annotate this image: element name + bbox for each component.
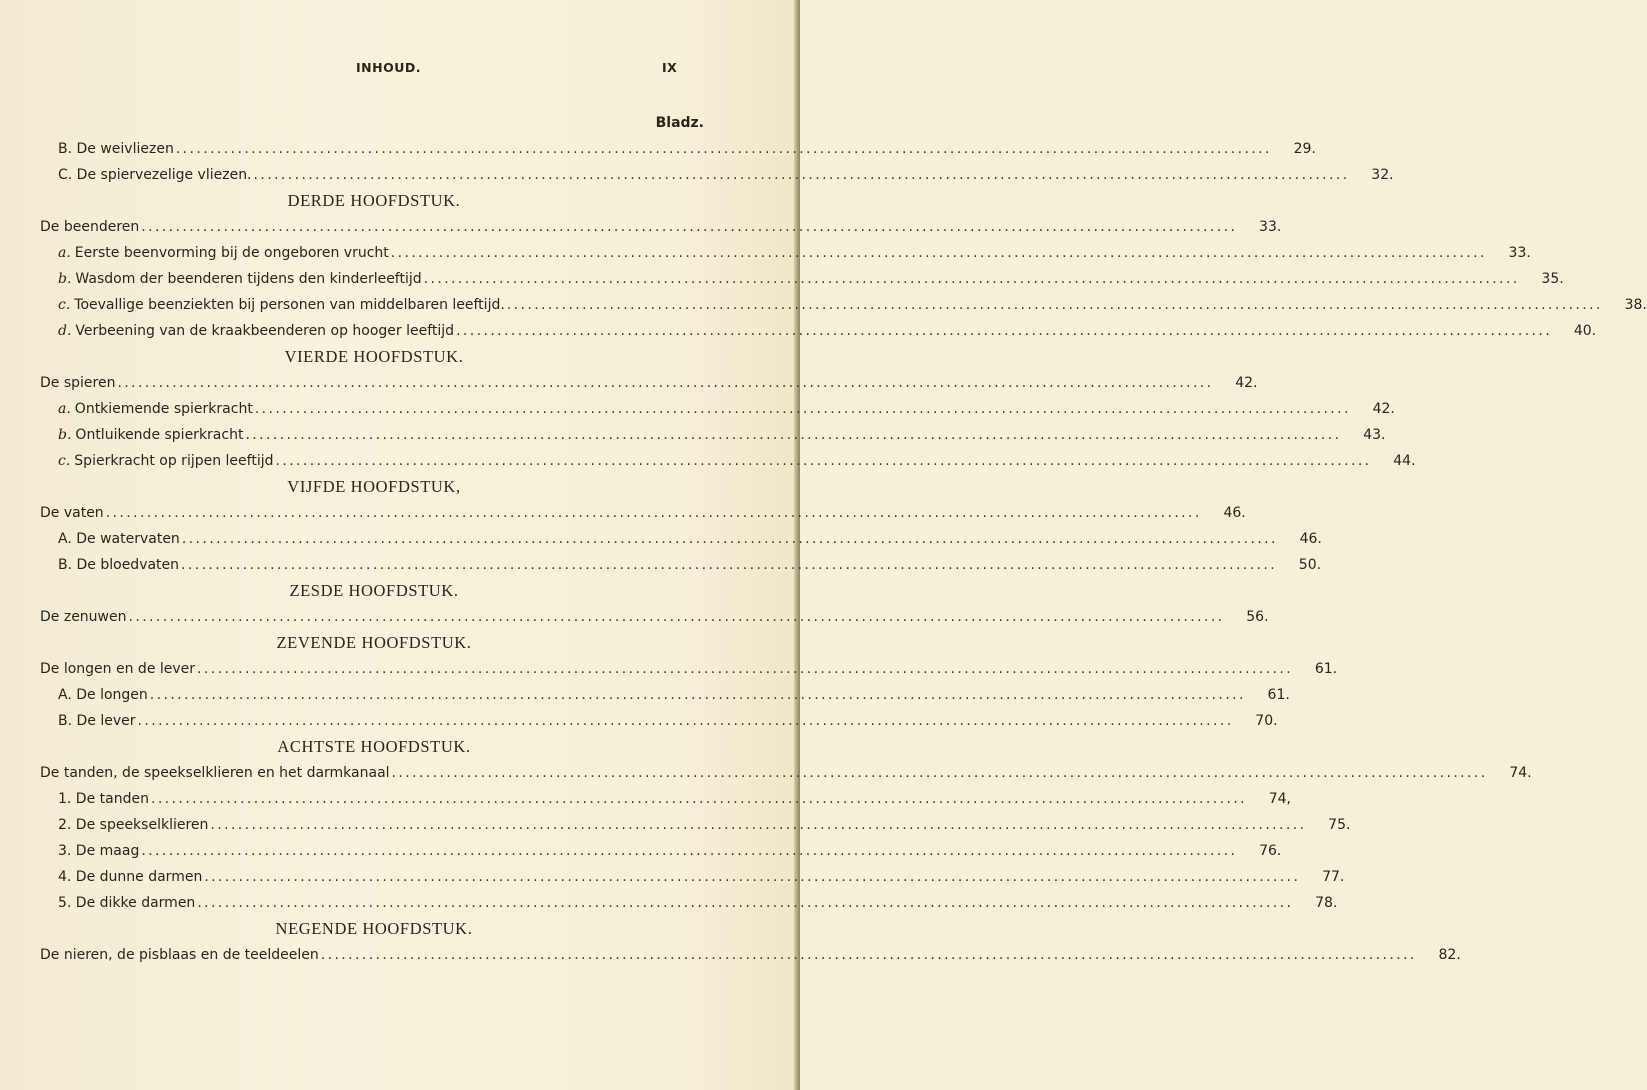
entry-title: [58, 240, 389, 266]
entry-page-number: 42.: [1372, 401, 1395, 417]
entry-page-number: 40.: [1573, 323, 1597, 339]
toc-section-entry: [40, 396, 1395, 422]
dot-leader: ................................................................................................................................................................: [253, 167, 1350, 183]
entry-title: [58, 396, 253, 422]
toc-section-entry: [40, 162, 1394, 188]
entry-page-number: 78.: [1315, 895, 1338, 911]
entry-title: [58, 786, 149, 812]
dot-leader: ................................................................................................................................................................: [141, 843, 1238, 859]
dot-leader: ................................................................................................................................................................: [137, 713, 1234, 729]
entry-page-number: 61.: [1267, 687, 1290, 703]
toc-list: [40, 136, 1647, 968]
entry-title: [58, 526, 180, 552]
dot-leader: ................................................................................................................................................................: [390, 245, 1487, 261]
toc-section-entry: [40, 318, 1597, 344]
entry-title: [58, 552, 179, 578]
entry-page-number: 70.: [1255, 713, 1278, 729]
entry-page-number: 74,: [1268, 791, 1291, 807]
entry-label: A. De watervaten: [58, 531, 180, 547]
entry-page-number: 33.: [1259, 219, 1282, 235]
dot-leader: ................................................................................................................................................................: [204, 869, 1301, 885]
entry-title: [40, 500, 104, 526]
entry-page-number: 50.: [1298, 557, 1322, 573]
entry-letter: b.: [58, 271, 72, 287]
entry-label: 3. De maag: [58, 843, 140, 859]
dot-leader: ................................................................................................................................................................: [456, 323, 1553, 339]
entry-title: [40, 214, 139, 240]
entry-page-number: 76.: [1259, 843, 1282, 859]
chapter-heading: ACHTSTE HOOFDSTUK.: [277, 737, 471, 756]
entry-letter: c.: [58, 453, 71, 469]
entry-label: De tanden, de speekselklieren en het darmkanaal: [40, 765, 390, 781]
chapter-heading: ZESDE HOOFDSTUK.: [289, 581, 459, 600]
entry-label: De vaten: [40, 505, 104, 521]
entry-page-number: 29.: [1293, 141, 1316, 157]
page-number: IX: [662, 60, 678, 75]
toc-section-entry: [40, 708, 1278, 734]
entry-page-number: 33.: [1508, 245, 1531, 261]
entry-page-number: 42.: [1235, 375, 1258, 391]
entry-letter: a.: [58, 245, 71, 261]
entry-title: [58, 292, 505, 318]
entry-title: [40, 604, 127, 630]
dot-leader: ................................................................................................................................................................: [141, 219, 1238, 235]
dot-leader: ................................................................................................................................................................: [254, 401, 1351, 417]
toc-section-entry: [40, 292, 1647, 318]
page-column-header: Bladz.: [655, 115, 704, 131]
toc-section-entry: [40, 526, 1322, 552]
entry-page-number: 44.: [1393, 453, 1416, 469]
entry-title: [58, 266, 422, 292]
entry-letter: b.: [58, 427, 72, 443]
entry-label: B. De weivliezen: [58, 141, 174, 157]
chapter-heading: VIERDE HOOFDSTUK.: [284, 347, 464, 366]
toc-section-entry: [40, 422, 1386, 448]
entry-title: [58, 864, 202, 890]
chapter-heading: DERDE HOOFDSTUK.: [287, 191, 461, 210]
entry-page-number: 56.: [1246, 609, 1269, 625]
entry-letter: a.: [58, 401, 71, 417]
entry-title: [40, 760, 390, 786]
toc-section-entry: [40, 786, 1291, 812]
entry-title: [58, 682, 148, 708]
dot-leader: ................................................................................................................................................................: [391, 765, 1488, 781]
entry-label: B. De lever: [58, 713, 136, 729]
dot-leader: ................................................................................................................................................................: [175, 141, 1272, 157]
entry-page-number: 35.: [1541, 271, 1564, 287]
dot-leader: ................................................................................................................................................................: [149, 687, 1246, 703]
entry-page-number: 75.: [1328, 817, 1351, 833]
dot-leader: ................................................................................................................................................................: [181, 531, 1278, 547]
entry-title: [58, 422, 243, 448]
dot-leader: ................................................................................................................................................................: [210, 817, 1307, 833]
toc-section-entry: [40, 864, 1345, 890]
dot-leader: ................................................................................................................................................................: [105, 505, 1202, 521]
chapter-heading: ZEVENDE HOOFDSTUK.: [276, 633, 472, 652]
running-head-title: INHOUD.: [356, 60, 421, 75]
entry-label: De zenuwen: [40, 609, 127, 625]
entry-title: [58, 890, 195, 916]
entry-label: Verbeening van de kraakbeenderen op hooger leeftijd: [75, 323, 455, 339]
running-head: [40, 60, 760, 80]
entry-title: [58, 708, 136, 734]
entry-label: 4. De dunne darmen: [58, 869, 203, 885]
entry-title: [58, 136, 174, 162]
dot-leader: ................................................................................................................................................................: [506, 297, 1603, 313]
entry-label: De longen en de lever: [40, 661, 196, 677]
toc-chapter-entry: [40, 604, 1269, 630]
dot-leader: ................................................................................................................................................................: [197, 661, 1294, 677]
dot-leader: ................................................................................................................................................................: [320, 947, 1417, 963]
entry-page-number: 61.: [1314, 661, 1338, 677]
entry-label: Eerste beenvorming bij de ongeboren vrucht: [74, 245, 389, 261]
toc-section-entry: [40, 240, 1531, 266]
toc-chapter-entry: [40, 656, 1338, 682]
entry-page-number: 38.: [1624, 297, 1647, 313]
entry-label: Toevallige beenziekten bij personen van middelbaren leeftijd.: [74, 297, 505, 313]
entry-label: De nieren, de pisblaas en de teeldeelen: [40, 947, 319, 963]
toc-chapter-entry: [40, 942, 1461, 968]
chapter-heading: NEGENDE HOOFDSTUK.: [275, 919, 473, 938]
entry-title: [58, 318, 454, 344]
toc-chapter-entry: [40, 370, 1258, 396]
toc-section-entry: [40, 136, 1316, 162]
entry-page-number: 74.: [1509, 765, 1532, 781]
entry-label: B. De bloedvaten: [58, 557, 180, 573]
dot-leader: ................................................................................................................................................................: [197, 895, 1294, 911]
toc-section-entry: [40, 682, 1290, 708]
entry-title: [40, 942, 319, 968]
entry-label: Spierkracht op rijpen leeftijd: [74, 453, 274, 469]
toc-section-entry: [40, 812, 1351, 838]
entry-title: [58, 448, 274, 474]
dot-leader: ................................................................................................................................................................: [245, 427, 1342, 443]
chapter-heading: VIJFDE HOOFDSTUK,: [287, 477, 461, 496]
toc-section-entry: [40, 448, 1416, 474]
entry-label: 2. De speekselklieren: [58, 817, 209, 833]
entry-label: De beenderen: [40, 219, 140, 235]
toc-section-entry: [40, 266, 1564, 292]
toc-chapter-entry: [40, 214, 1282, 240]
toc-section-entry: [40, 890, 1338, 916]
dot-leader: ................................................................................................................................................................: [275, 453, 1372, 469]
entry-title: [58, 162, 252, 188]
entry-page-number: 43.: [1363, 427, 1386, 443]
entry-page-number: 77.: [1322, 869, 1345, 885]
dot-leader: ................................................................................................................................................................: [117, 375, 1214, 391]
entry-label: 5. De dikke darmen: [58, 895, 196, 911]
entry-letter: c.: [58, 297, 71, 313]
toc-chapter-entry: [40, 760, 1532, 786]
toc-chapter-entry: [40, 500, 1246, 526]
entry-label: C. De spiervezelige vliezen.: [58, 167, 252, 183]
entry-title: [40, 656, 195, 682]
entry-label: De spieren: [40, 375, 116, 391]
entry-label: Ontluikende spierkracht: [75, 427, 244, 443]
entry-page-number: 32.: [1371, 167, 1394, 183]
dot-leader: ................................................................................................................................................................: [423, 271, 1520, 287]
entry-page-number: 46.: [1223, 505, 1246, 521]
entry-page-number: 82.: [1438, 947, 1461, 963]
toc-section-entry: [40, 552, 1322, 578]
entry-letter: d.: [58, 323, 72, 339]
entry-label: A. De longen: [58, 687, 148, 703]
entry-label: 1. De tanden: [58, 791, 149, 807]
entry-label: Ontkiemende spierkracht: [74, 401, 253, 417]
table-of-contents: [40, 110, 1647, 968]
dot-leader: ................................................................................................................................................................: [150, 791, 1247, 807]
entry-title: [58, 838, 139, 864]
dot-leader: ................................................................................................................................................................: [128, 609, 1225, 625]
entry-page-number: 46.: [1299, 531, 1322, 547]
entry-title: [40, 370, 115, 396]
dot-leader: ................................................................................................................................................................: [181, 557, 1278, 573]
entry-label: Wasdom der beenderen tijdens den kinderleeftijd: [75, 271, 422, 287]
entry-title: [58, 812, 208, 838]
toc-section-entry: [40, 838, 1282, 864]
